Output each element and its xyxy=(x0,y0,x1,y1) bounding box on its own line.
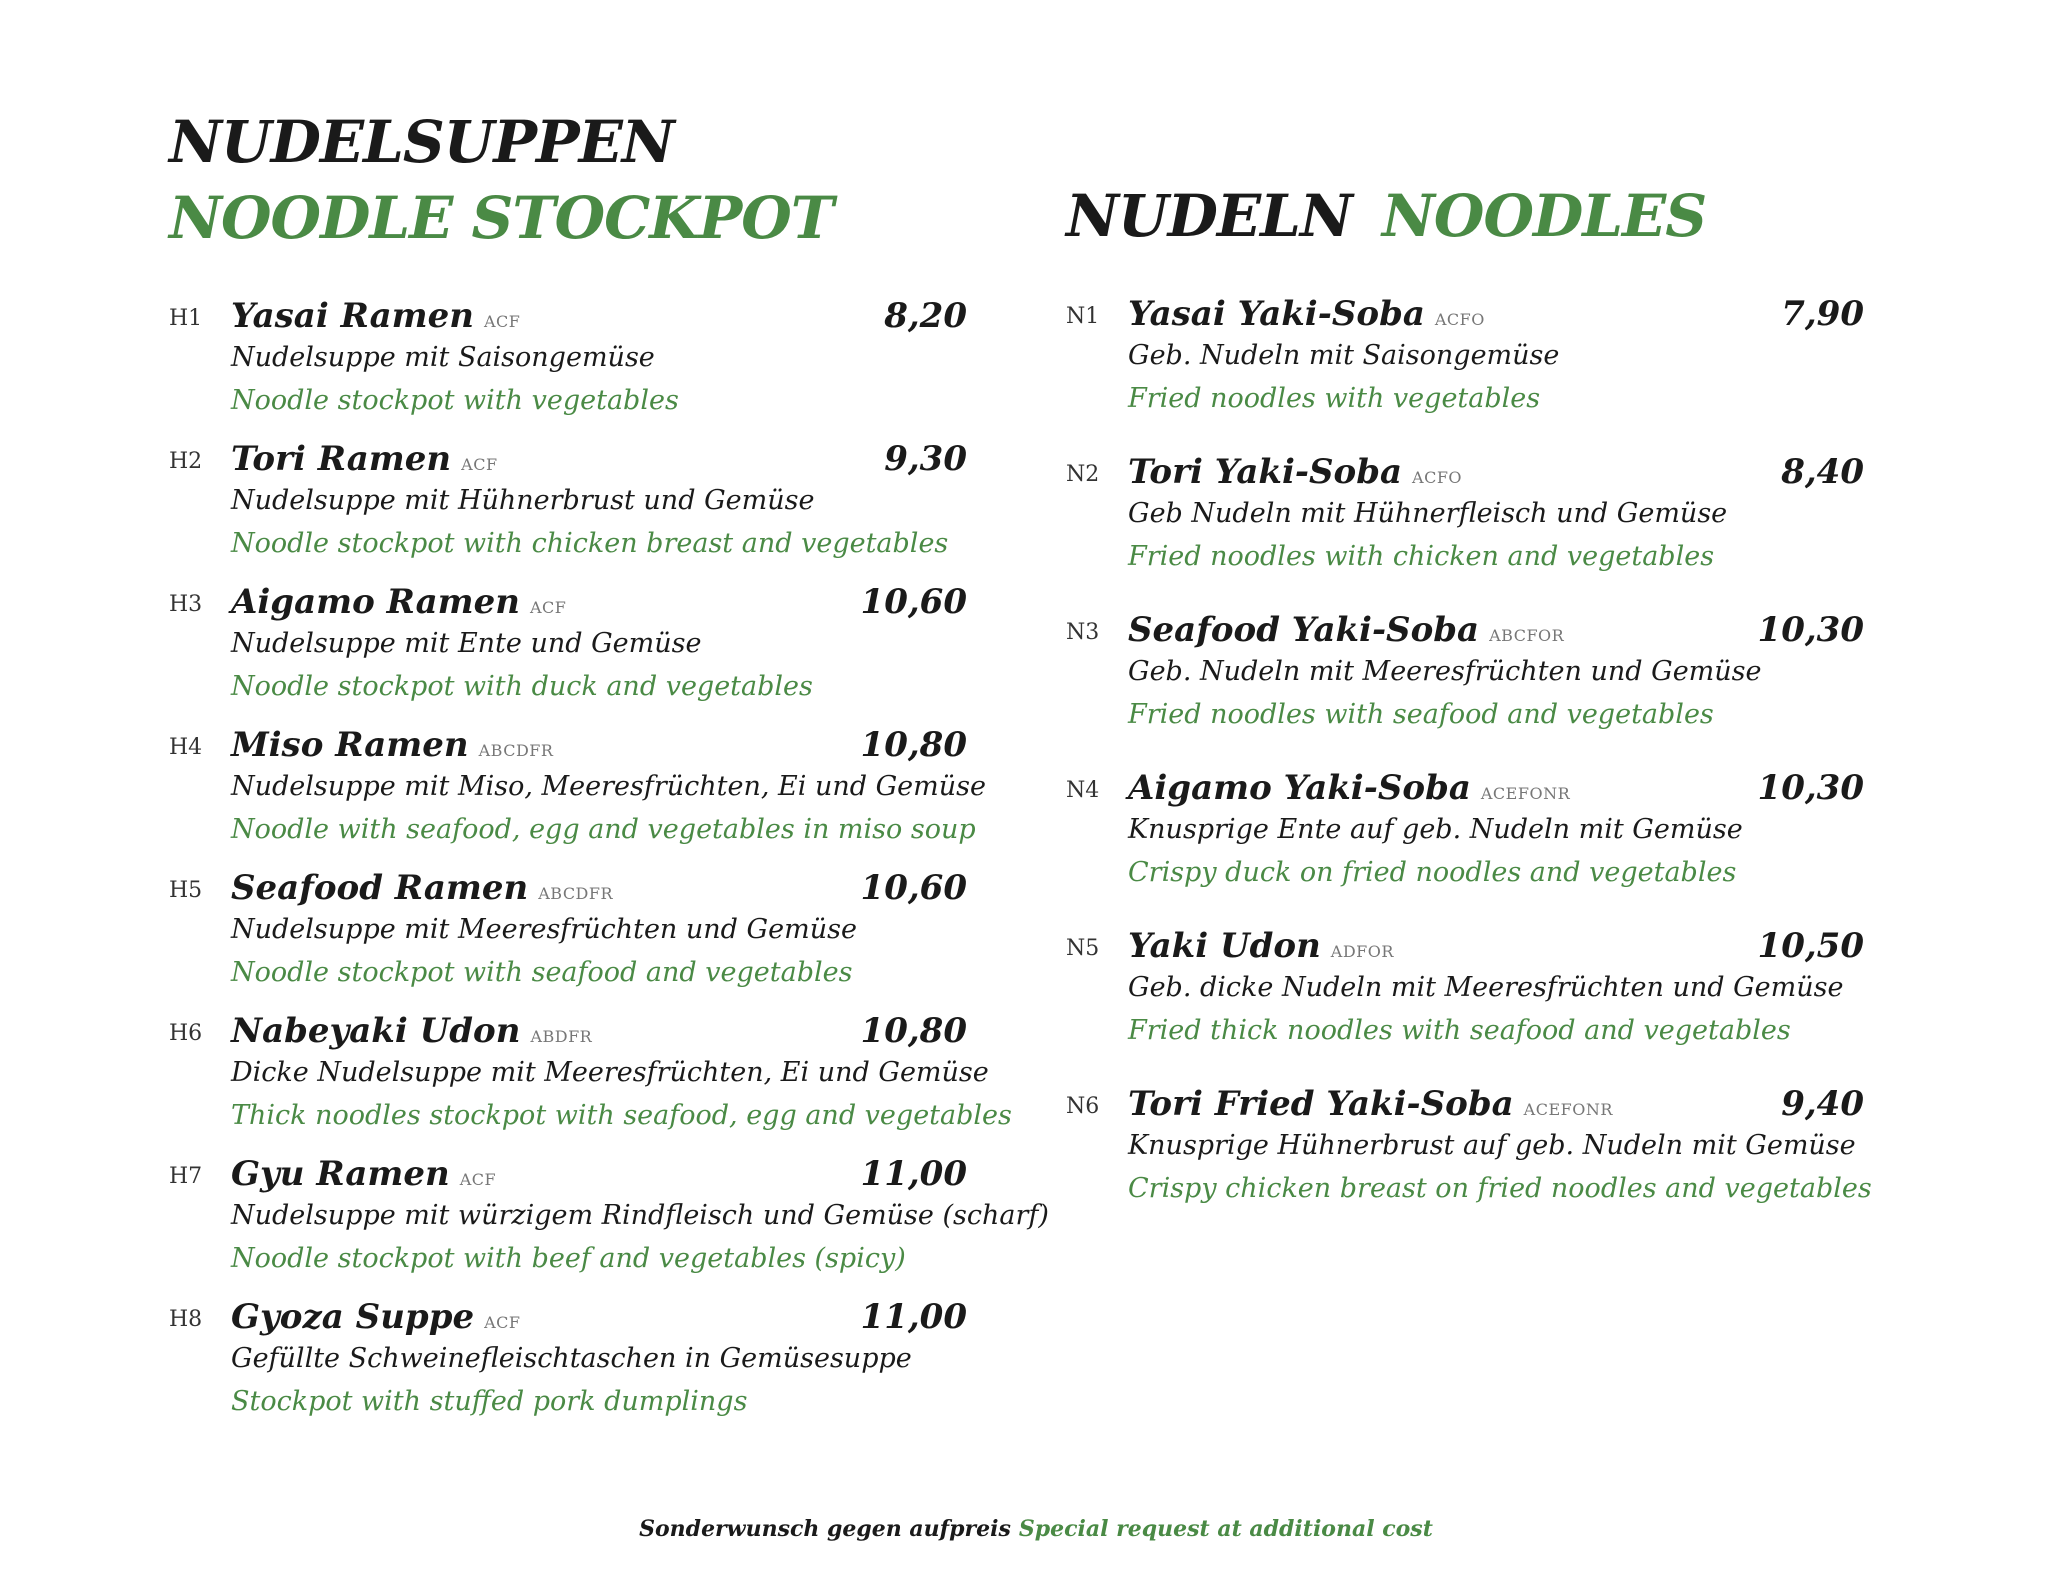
item-allergens: ACF xyxy=(483,312,521,331)
item-description-en: Noodle stockpot with duck and vegetables xyxy=(231,671,813,702)
item-description-de: Knusprige Ente auf geb. Nudeln mit Gemüse xyxy=(1128,814,1743,845)
item-allergens: ACF xyxy=(484,1313,521,1332)
noodle-section xyxy=(1066,178,1872,1204)
item-description-de: Nudelsuppe mit Meeresfrüchten und Gemüse xyxy=(231,914,857,945)
item-allergens: ACF xyxy=(461,455,498,474)
item-allergens: ACF xyxy=(459,1170,497,1189)
item-header xyxy=(231,439,967,483)
item-code: H1 xyxy=(169,306,203,331)
item-code: H2 xyxy=(169,449,203,474)
item-allergens: ABCDFR xyxy=(478,741,554,760)
item-allergens: ACEFONR xyxy=(1480,784,1571,803)
item-code: N3 xyxy=(1066,620,1100,645)
item-description-de: Geb Nudeln mit Hühnerfleisch und Gemüse xyxy=(1128,498,1728,529)
item-header xyxy=(231,296,967,340)
item-price: 10,60 xyxy=(860,868,967,908)
item-description-de: Nudelsuppe mit Ente und Gemüse xyxy=(231,628,702,659)
item-code: H7 xyxy=(169,1164,203,1189)
item-header xyxy=(231,1011,967,1055)
item-price: 10,50 xyxy=(1757,926,1864,966)
menu-item xyxy=(169,1297,969,1440)
menu-item xyxy=(169,582,969,725)
item-description-en: Noodle stockpot with chicken breast and vegetables xyxy=(231,528,949,559)
menu-item xyxy=(169,439,969,582)
item-name: Seafood Ramen xyxy=(231,868,529,908)
menu-item xyxy=(1066,610,1866,768)
noodle-menu-list xyxy=(1066,294,1872,1242)
item-price: 10,30 xyxy=(1757,768,1864,808)
item-price: 11,00 xyxy=(860,1154,967,1194)
item-price: 7,90 xyxy=(1781,294,1864,334)
item-description-en: Noodle with seafood, egg and vegetables in miso soup xyxy=(231,814,976,845)
item-description-de: Nudelsuppe mit Miso, Meeresfrüchten, Ei und Gemüse xyxy=(231,771,986,802)
item-header xyxy=(231,868,967,912)
item-allergens: ABCDFR xyxy=(538,884,614,903)
item-price: 8,40 xyxy=(1781,452,1864,492)
item-description-de: Knusprige Hühnerbrust auf geb. Nudeln mit Gemüse xyxy=(1128,1130,1856,1161)
item-name: Nabeyaki Udon xyxy=(231,1011,521,1051)
item-description-en: Noodle stockpot with beef and vegetables (spicy) xyxy=(231,1243,906,1274)
noodle-title-de: NUDELN xyxy=(1066,182,1352,250)
item-header xyxy=(1128,1084,1864,1128)
noodle-title-en: NOODLES xyxy=(1381,182,1707,250)
item-name: Gyu Ramen xyxy=(231,1154,450,1194)
menu-item xyxy=(1066,452,1866,610)
item-code: H6 xyxy=(169,1021,203,1046)
soup-title-de: NUDELSUPPEN xyxy=(169,108,674,176)
item-code: N4 xyxy=(1066,778,1100,803)
item-code: H8 xyxy=(169,1307,203,1332)
item-name: Yasai Ramen xyxy=(231,296,474,336)
item-header xyxy=(1128,294,1864,338)
item-name: Tori Yaki-Soba xyxy=(1128,452,1403,492)
item-header xyxy=(1128,768,1864,812)
item-header xyxy=(231,725,967,769)
item-name: Tori Fried Yaki-Soba xyxy=(1128,1084,1514,1124)
item-code: N1 xyxy=(1066,304,1100,329)
item-allergens: ACF xyxy=(529,598,567,617)
item-description-en: Fried noodles with vegetables xyxy=(1128,383,1541,414)
item-code: N6 xyxy=(1066,1094,1100,1119)
item-description-en: Crispy duck on fried noodles and vegetables xyxy=(1128,857,1737,888)
item-name: Tori Ramen xyxy=(231,439,452,479)
item-code: H4 xyxy=(169,735,203,760)
item-header xyxy=(231,1297,967,1341)
item-code: N5 xyxy=(1066,936,1100,961)
item-description-en: Noodle stockpot with vegetables xyxy=(231,385,679,416)
item-description-de: Dicke Nudelsuppe mit Meeresfrüchten, Ei und Gemüse xyxy=(231,1057,989,1088)
item-code: H5 xyxy=(169,878,203,903)
menu-item xyxy=(169,725,986,868)
soup-title-en: NOODLE STOCKPOT xyxy=(169,184,833,252)
item-name: Aigamo Ramen xyxy=(231,582,520,622)
item-description-de: Geb. Nudeln mit Meeresfrüchten und Gemüse xyxy=(1128,656,1762,687)
item-header xyxy=(231,1154,967,1198)
soup-section xyxy=(169,104,1049,1417)
item-description-en: Fried thick noodles with seafood and vegetables xyxy=(1128,1015,1791,1046)
footer-note xyxy=(0,1516,2072,1542)
item-price: 9,40 xyxy=(1781,1084,1864,1124)
menu-item xyxy=(169,1154,1049,1297)
menu-item xyxy=(1066,294,1866,452)
soup-menu-list xyxy=(169,296,1049,1440)
item-header xyxy=(1128,452,1864,496)
item-header xyxy=(1128,926,1864,970)
item-code: N2 xyxy=(1066,462,1100,487)
item-allergens: ACEFONR xyxy=(1523,1100,1613,1119)
item-allergens: ADFOR xyxy=(1330,942,1394,961)
item-price: 10,60 xyxy=(860,582,967,622)
noodle-title xyxy=(1066,178,1866,254)
item-description-en: Fried noodles with chicken and vegetables xyxy=(1128,541,1715,572)
item-name: Gyoza Suppe xyxy=(231,1297,475,1337)
item-price: 9,30 xyxy=(884,439,967,479)
menu-item xyxy=(1066,768,1866,926)
menu-item xyxy=(169,1011,1012,1154)
item-name: Miso Ramen xyxy=(231,725,469,765)
item-allergens: ACFO xyxy=(1412,468,1463,487)
menu-item xyxy=(1066,926,1866,1084)
item-price: 11,00 xyxy=(860,1297,967,1337)
item-name: Yaki Udon xyxy=(1128,926,1321,966)
item-price: 10,30 xyxy=(1757,610,1864,650)
item-description-de: Geb. Nudeln mit Saisongemüse xyxy=(1128,340,1560,371)
menu-item xyxy=(169,868,969,1011)
item-description-en: Crispy chicken breast on fried noodles and vegetables xyxy=(1128,1173,1872,1204)
item-description-en: Noodle stockpot with seafood and vegetables xyxy=(231,957,853,988)
item-name: Aigamo Yaki-Soba xyxy=(1128,768,1471,808)
item-allergens: ABDFR xyxy=(530,1027,593,1046)
item-description-de: Nudelsuppe mit Hühnerbrust und Gemüse xyxy=(231,485,815,516)
footer-note-en: Special request at additional cost xyxy=(1018,1516,1433,1542)
item-allergens: ABCFOR xyxy=(1489,626,1565,645)
item-description-en: Thick noodles stockpot with seafood, egg and vegetables xyxy=(231,1100,1012,1131)
item-code: H3 xyxy=(169,592,203,617)
item-description-en: Fried noodles with seafood and vegetables xyxy=(1128,699,1714,730)
item-description-de: Geb. dicke Nudeln mit Meeresfrüchten und Gemüse xyxy=(1128,972,1844,1003)
item-price: 10,80 xyxy=(860,1011,967,1051)
item-allergens: ACFO xyxy=(1434,310,1485,329)
item-header xyxy=(231,582,967,626)
footer-note-de: Sonderwunsch gegen aufpreis xyxy=(639,1516,1011,1542)
item-price: 8,20 xyxy=(884,296,967,336)
menu-item xyxy=(169,296,969,439)
item-description-de: Gefüllte Schweinefleischtaschen in Gemüsesuppe xyxy=(231,1343,912,1374)
item-header xyxy=(1128,610,1864,654)
item-description-de: Nudelsuppe mit würzigem Rindfleisch und Gemüse (scharf) xyxy=(231,1200,1049,1231)
item-description-de: Nudelsuppe mit Saisongemüse xyxy=(231,342,655,373)
item-name: Seafood Yaki-Soba xyxy=(1128,610,1480,650)
item-price: 10,80 xyxy=(860,725,967,765)
item-description-en: Stockpot with stuffed pork dumplings xyxy=(231,1386,748,1417)
item-name: Yasai Yaki-Soba xyxy=(1128,294,1425,334)
menu-item xyxy=(1066,1084,1872,1242)
